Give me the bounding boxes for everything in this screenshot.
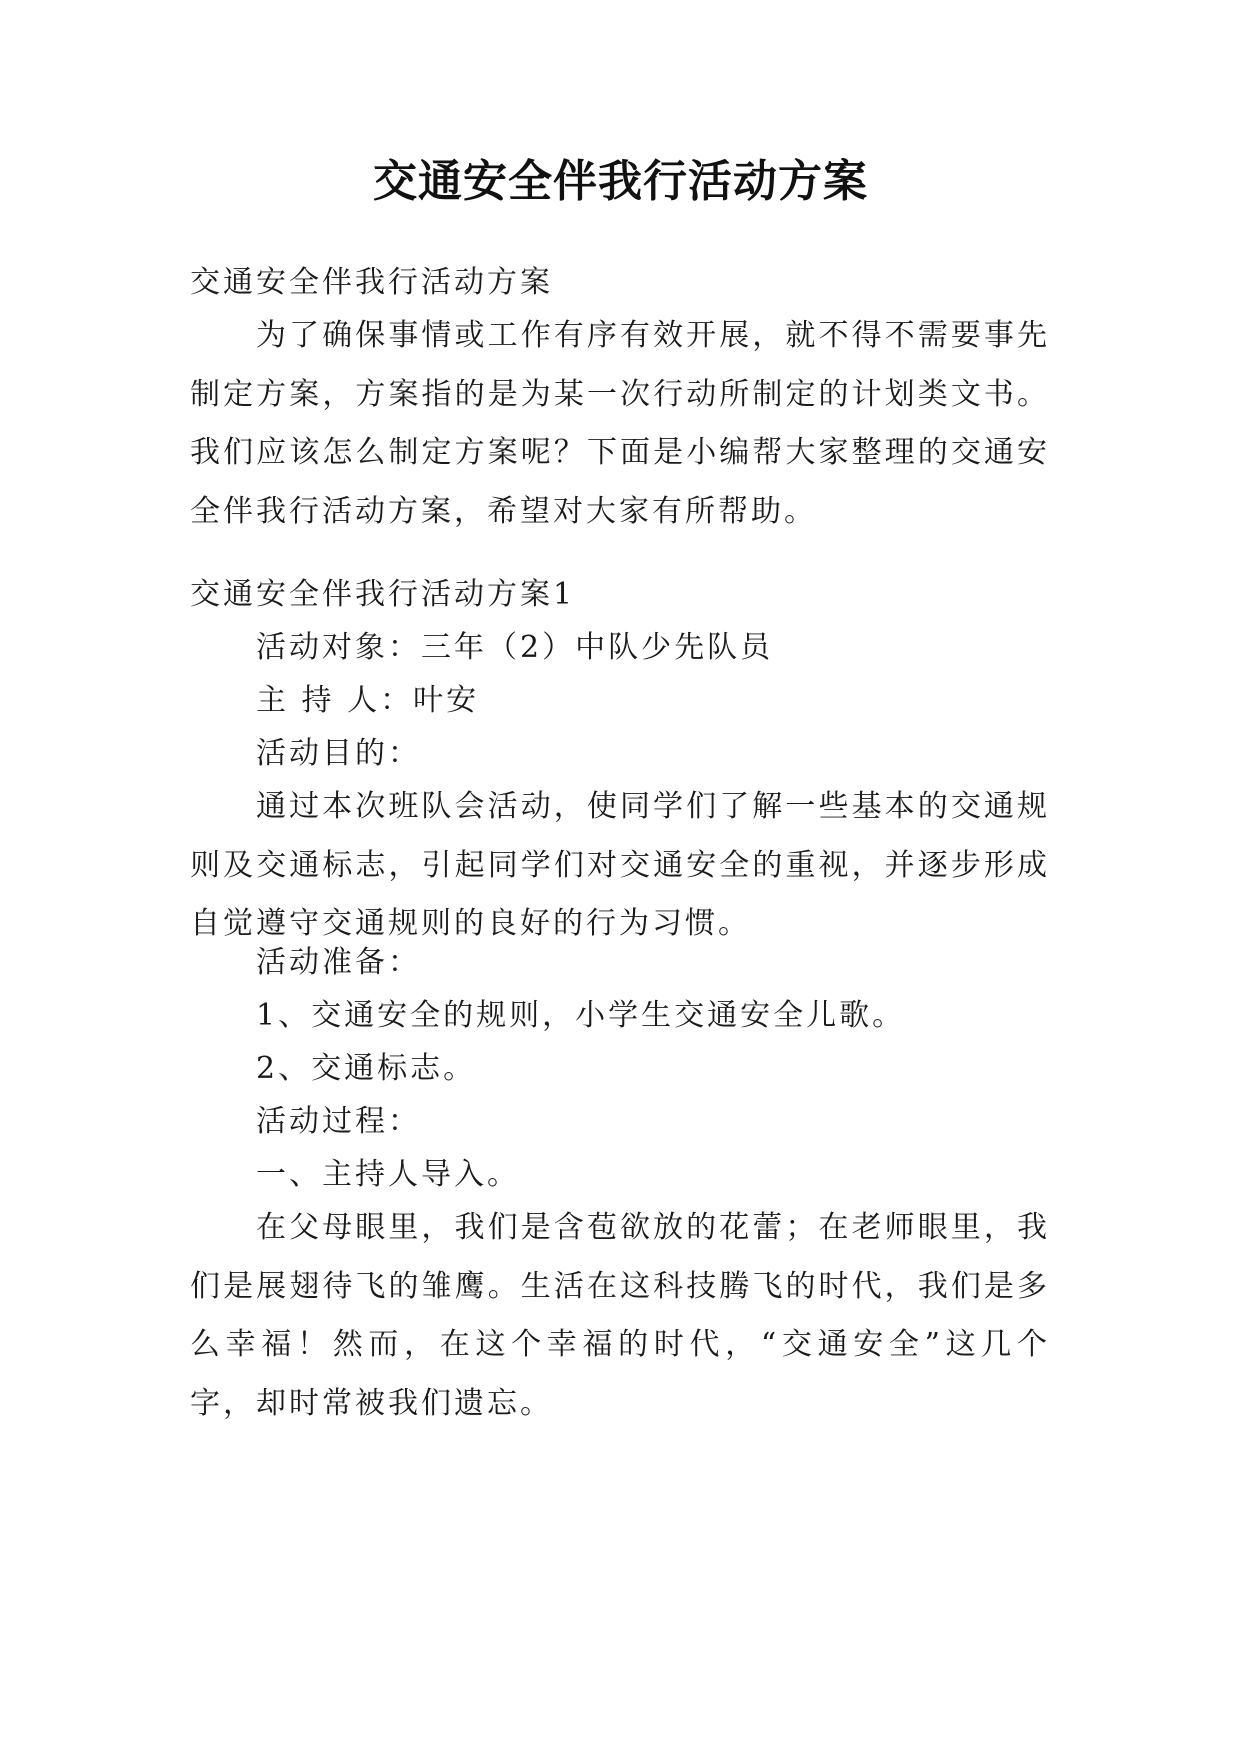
section-heading: 交通安全伴我行活动方案1 — [190, 577, 576, 612]
process-label: 活动过程： — [256, 1104, 421, 1139]
prep-item-2: 2、交通标志。 — [256, 1051, 477, 1086]
prep-label: 活动准备： — [256, 945, 421, 980]
activity-target: 活动对象：三年（2）中队少先队员 — [256, 630, 774, 665]
purpose-label: 活动目的： — [256, 736, 421, 771]
host-line: 主 持 人：叶安 — [256, 683, 480, 718]
prep-item-1: 1、交通安全的规则，小学生交通安全儿歌。 — [256, 998, 906, 1033]
intro-paragraph: 为了确保事情或工作有序有效开展，就不得不需要事先制定方案，方案指的是为某一次行动所制定的计划类文书。我们应该怎么制定方案呢？下面是小编帮大家整理的交通安全伴我行活动方案，希望对大家有所帮助。 — [190, 318, 1050, 529]
process-step-1: 一、主持人导入。 — [256, 1157, 520, 1192]
purpose-paragraph: 通过本次班队会活动，使同学们了解一些基本的交通规则及交通标志，引起同学们对交通安全的重视，并逐步形成自觉遵守交通规则的良好的行为习惯。 — [190, 789, 1050, 941]
document-subtitle: 交通安全伴我行活动方案 — [190, 265, 553, 300]
process-paragraph: 在父母眼里，我们是含苞欲放的花蕾；在老师眼里，我们是展翅待飞的雏鹰。生活在这科技腾飞的时代，我们是多么幸福！然而，在这个幸福的时代，“交通安全”这几个字，却时常被我们遗忘。 — [190, 1210, 1050, 1421]
document-title: 交通安全伴我行活动方案 — [373, 156, 868, 207]
